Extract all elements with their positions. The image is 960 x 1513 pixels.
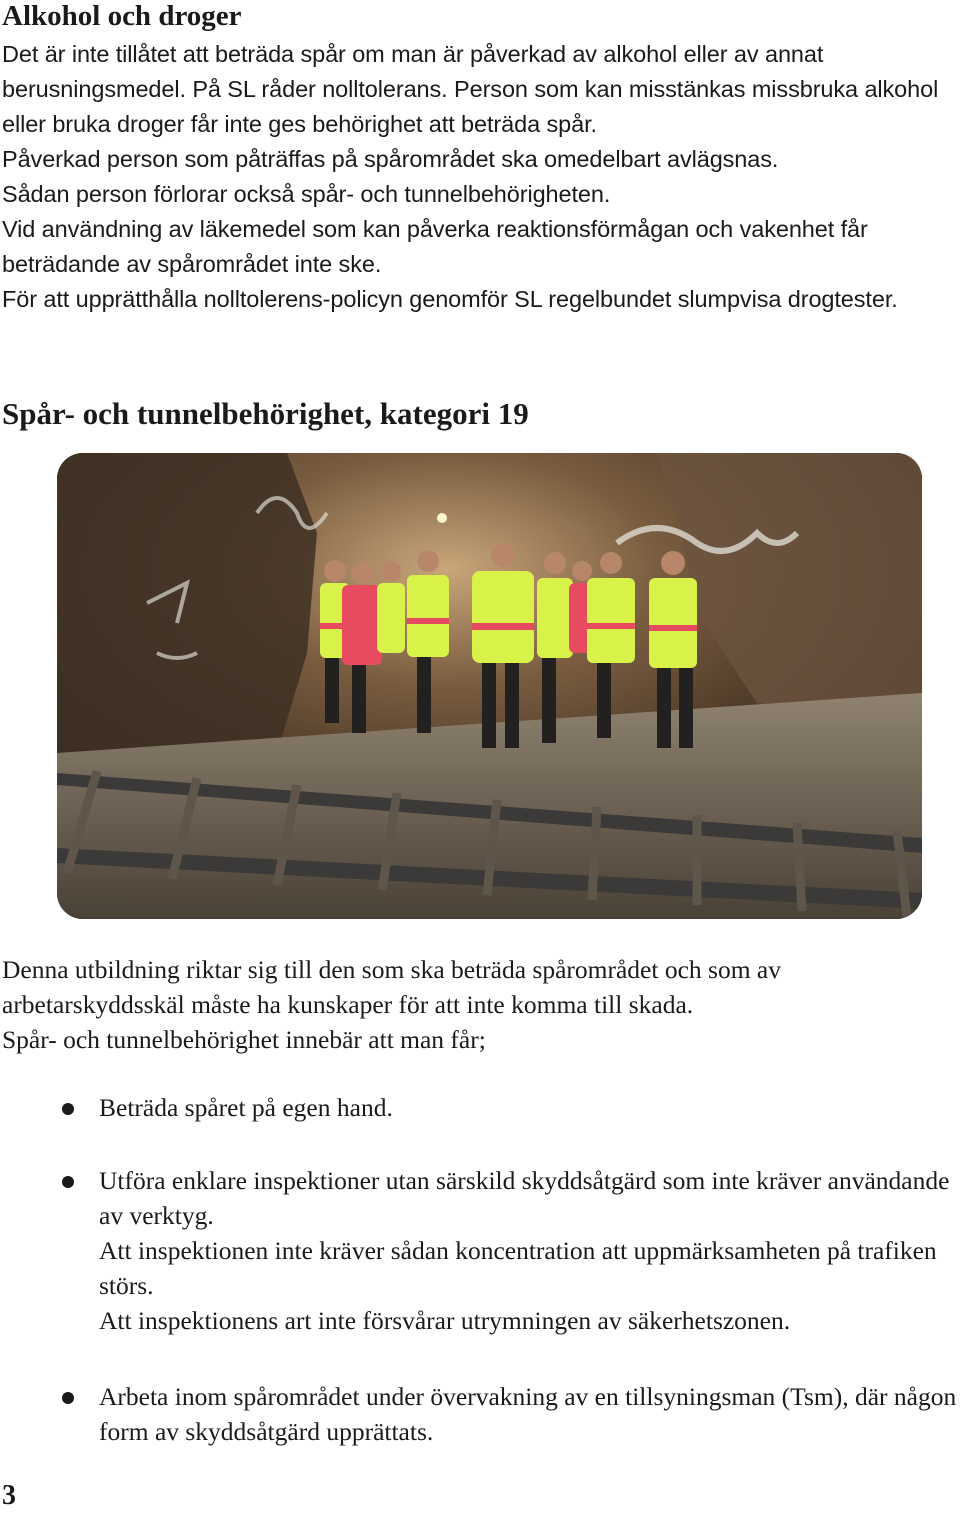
paragraph: Denna utbildning riktar sig till den som ska beträda spårområdet och som av arbetarskyddsskäl måste ha kunskaper för att inte komma till skada. bbox=[2, 955, 781, 1019]
paragraph: Det är inte tillåtet att beträda spår om man är påverkad av alkohol eller av annat berusningsmedel. På SL råder nolltolerans. Person som kan misstänkas missbruka alkohol eller bruka droger får inte ges behörighet att beträda spår. bbox=[2, 41, 939, 137]
paragraph: Spår- och tunnelbehörighet innebär att man får; bbox=[2, 1025, 486, 1054]
subsection-title: Spår- och tunnelbehörighet, kategori 19 bbox=[2, 396, 529, 431]
list-item bbox=[0, 1163, 960, 1338]
track-workers-photo bbox=[57, 453, 922, 919]
tunnel-lamp bbox=[437, 513, 447, 523]
list-item-text: Arbeta inom spårområdet under övervakning av en tillsyningsman (Tsm), där någon form av skyddsåtgärd upprättats. bbox=[99, 1382, 957, 1446]
bullet-icon bbox=[62, 1392, 74, 1404]
bullet-list bbox=[0, 1090, 960, 1449]
paragraph: Sådan person förlorar också spår- och tunnelbehörigheten. bbox=[2, 181, 611, 207]
list-item-text: Att inspektionen inte kräver sådan koncentration att uppmärksamheten på trafiken störs. bbox=[99, 1236, 937, 1300]
subsection-intro bbox=[2, 952, 952, 1057]
section-body bbox=[2, 37, 952, 317]
paragraph: Vid användning av läkemedel som kan påverka reaktionsförmågan och vakenhet får beträdande av spårområdet inte ske. bbox=[2, 216, 868, 277]
bullet-icon bbox=[62, 1176, 74, 1188]
list-item bbox=[0, 1379, 960, 1449]
rock-left bbox=[57, 453, 317, 783]
list-item bbox=[0, 1090, 960, 1125]
paragraph: Påverkad person som påträffas på spårområdet ska omedelbart avlägsnas. bbox=[2, 146, 779, 172]
list-item-text: Beträda spåret på egen hand. bbox=[99, 1093, 393, 1122]
paragraph: För att upprätthålla nolltolerens-policyn genomför SL regelbundet slumpvisa drogtester. bbox=[2, 286, 898, 312]
section-title: Alkohol och droger bbox=[2, 0, 242, 32]
list-item-text: Att inspektionens art inte försvårar utrymningen av säkerhetszonen. bbox=[99, 1306, 791, 1335]
page-number: 3 bbox=[2, 1480, 16, 1511]
bullet-icon bbox=[62, 1103, 74, 1115]
list-item-text: Utföra enklare inspektioner utan särskild skyddsåtgärd som inte kräver användande av verktyg. bbox=[99, 1166, 950, 1230]
